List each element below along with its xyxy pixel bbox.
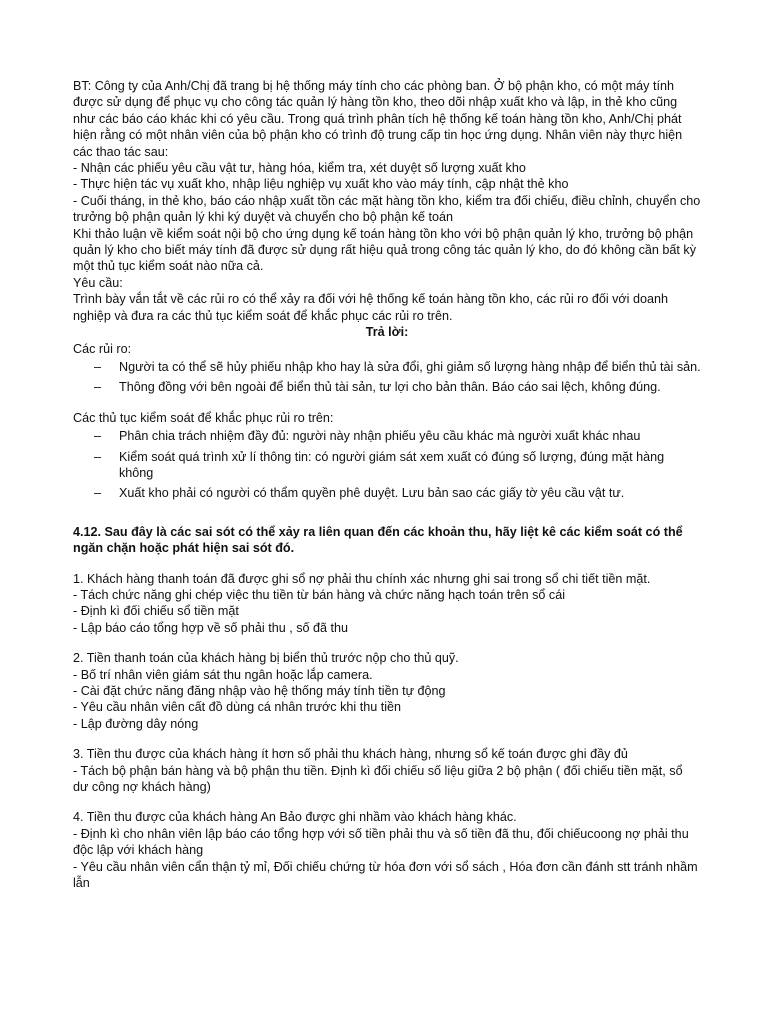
- control-line: - Lập đường dây nóng: [73, 716, 199, 731]
- risks-list: [73, 359, 701, 396]
- list-item: – Thông đồng với bên ngoài để biển thủ tài sản, tư lợi cho bản thân. Báo cáo sai lệch, không đúng.: [73, 379, 701, 395]
- risks-label: Các rủi ro:: [73, 341, 132, 356]
- control-line: - Yêu cầu nhân viên cẩn thận tỷ mỉ, Đối chiếu chứng từ hóa đơn với sổ sách , Hóa đơn cần đánh stt tránh nhầm lẫn: [73, 859, 698, 891]
- spacer: [73, 557, 701, 571]
- list-item: – Người ta có thể sẽ hủy phiếu nhập kho hay là sửa đổi, ghi giảm số lượng hàng nhập để biển thủ tài sản.: [73, 359, 701, 375]
- spacer: [73, 795, 701, 809]
- controls-label: Các thủ tục kiểm soát để khắc phục rủi ro trên:: [73, 410, 334, 425]
- exercise-intro: BT: Công ty của Anh/Chị đã trang bị hệ thống máy tính cho các phòng ban. Ở bộ phận kho, có một máy tính được sử dụng để phục vụ cho công tác quản lý hàng tồn kho, theo dõi nhập xuất kho và lập, in thẻ kho cũng như các báo cáo khác khi có yêu cầu. Trong quá trình phân tích hệ thống kế toán hàng tồn kho, Anh/Chị phát hiện rằng có một nhân viên của bộ phận kho có trình độ trung cấp tin học ứng dụng. Nhân viên này thực hiện các thao tác sau:: [73, 79, 683, 159]
- document-content: [73, 78, 701, 891]
- section-heading: 4.12. Sau đây là các sai sót có thể xảy ra liên quan đến các khoản thu, hãy liệt kê các kiểm soát có thể ngăn chặn hoặc phát hiện sai sót đó.: [73, 524, 683, 556]
- error-item-title: 1. Khách hàng thanh toán đã được ghi sổ nợ phải thu chính xác nhưng ghi sai trong sổ chi tiết tiền mặt.: [73, 571, 651, 586]
- list-item: – Phân chia trách nhiệm đầy đủ: người này nhận phiếu yêu cầu khác mà người xuất khác nhau: [73, 428, 701, 444]
- task-line: - Cuối tháng, in thẻ kho, báo cáo nhập xuất tồn các mặt hàng tồn kho, kiểm tra đối chiếu, điều chỉnh, chuyển cho trưởng bộ phận quản lý khi ký duyệt và chuyển cho bộ phận kế toán: [73, 193, 701, 225]
- control-line: - Yêu cầu nhân viên cất đồ dùng cá nhân trước khi thu tiền: [73, 700, 402, 715]
- control-line: - Cài đặt chức năng đăng nhập vào hệ thống máy tính tiền tự động: [73, 684, 446, 698]
- control-line: - Tách chức năng ghi chép việc thu tiền từ bán hàng và chức năng hạch toán trên sổ cái: [73, 587, 566, 602]
- discussion-paragraph: Khi thảo luận về kiểm soát nội bộ cho ứng dụng kế toán hàng tồn kho với bộ phận quản lý kho, trưởng bộ phận quản lý kho cho biết máy tính đã được sử dụng rất hiệu quả trong công tác quản lý kho, do đó không cần bất kỳ một thủ tục kiểm soát nào nữa cả.: [73, 226, 697, 274]
- control-line: - Tách bộ phận bán hàng và bộ phận thu tiền. Định kì đối chiếu số liệu giữa 2 bộ phận ( đối chiếu tiền mặt, sổ dư công nợ khách hàng): [73, 763, 683, 795]
- controls-list: [73, 428, 701, 502]
- answer-heading: Trả lời:: [365, 325, 409, 340]
- control-line: - Định kì cho nhân viên lập báo cáo tổng hợp với số tiền phải thu và số tiền đã thu, đối chiếucoong nợ phải thu độc lập với khách hàng: [73, 826, 689, 858]
- task-line: - Thực hiện tác vụ xuất kho, nhập liệu nghiệp vụ xuất kho vào máy tính, cập nhật thẻ kho: [73, 177, 569, 192]
- spacer: [73, 732, 701, 746]
- error-item-title: 4. Tiền thu được của khách hàng An Bảo được ghi nhầm vào khách hàng khác.: [73, 810, 517, 825]
- spacer: [73, 636, 701, 650]
- task-line: - Nhận các phiếu yêu cầu vật tư, hàng hóa, kiểm tra, xét duyệt số lượng xuất kho: [73, 161, 526, 176]
- requirement-text: Trình bày vắn tắt về các rủi ro có thể xảy ra đối với hệ thống kế toán hàng tồn kho, các rủi ro đối với doanh nghiệp và đưa ra các thủ tục kiểm soát để khắc phục các rủi ro trên.: [73, 292, 668, 323]
- list-item: – Kiểm soát quá trình xử lí thông tin: có người giám sát xem xuất có đúng số lượng, đúng mặt hàng không: [73, 449, 701, 482]
- spacer: [73, 506, 701, 524]
- control-line: - Bố trí nhân viên giám sát thu ngân hoặc lắp camera.: [73, 667, 373, 682]
- control-line: - Định kì đối chiếu sổ tiền mặt: [73, 604, 239, 619]
- control-line: - Lập báo cáo tổng hợp về số phải thu , số đã thu: [73, 620, 349, 635]
- list-item: – Xuất kho phải có người có thẩm quyền phê duyệt. Lưu bản sao các giấy tờ yêu cầu vật tư.: [73, 485, 701, 501]
- spacer: [73, 400, 701, 410]
- error-item-title: 3. Tiền thu được của khách hàng ít hơn số phải thu khách hàng, nhưng sổ kế toán được ghi đầy đủ: [73, 747, 628, 762]
- requirement-label: Yêu cầu:: [73, 275, 123, 290]
- error-item-title: 2. Tiền thanh toán của khách hàng bị biển thủ trước nộp cho thủ quỹ.: [73, 651, 459, 666]
